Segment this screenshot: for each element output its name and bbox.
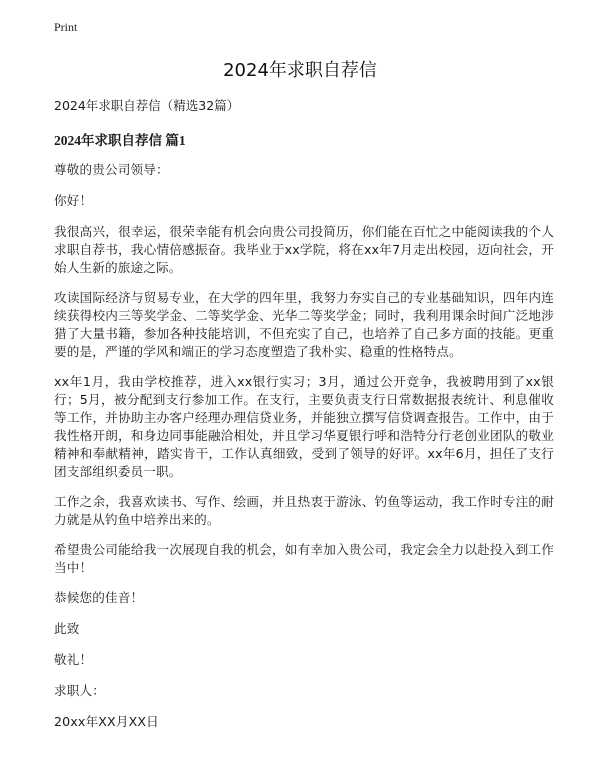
salutation: 尊敬的贵公司领导：: [54, 162, 169, 177]
print-link[interactable]: Print: [54, 20, 78, 34]
body-paragraph: 我很高兴，很幸运，很荣幸能有机会向贵公司投简历，你们能在百忙之中能阅读我的个人求职自荐书，我心情倍感振奋。我毕业于xx学院，将在xx年7月走出校园，迈向社会，开始人生新的旅途之际。: [54, 224, 554, 275]
body-paragraph: 希望贵公司能给我一次展现自我的机会，如有幸加入贵公司，我定会全力以赴投入到工作当中！: [54, 542, 554, 575]
body-paragraph: 工作之余，我喜欢读书、写作、绘画，并且热衷于游泳、钓鱼等运动，我工作时专注的耐力就是从钓鱼中培养出来的。: [54, 494, 554, 527]
date-line: 20xx年XX月XX日: [54, 714, 159, 729]
closing-line: 敬礼！: [54, 652, 93, 667]
section-heading: 2024年求职自荐信 篇1: [54, 133, 186, 148]
signature-line: 求职人：: [54, 683, 105, 698]
document-title: 2024年求职自荐信: [223, 60, 377, 81]
document-subtitle: 2024年求职自荐信（精选32篇）: [54, 98, 240, 113]
closing-line: 此致: [54, 621, 80, 636]
closing-line: 恭候您的佳音！: [54, 590, 144, 605]
body-paragraph: 攻读国际经济与贸易专业，在大学的四年里，我努力夯实自己的专业基础知识，四年内连续获得校内三等奖学金、二等奖学金、光华二等奖学金；同时，我利用课余时间广泛地涉猎了大量书籍，参加各种技能培训，不但充实了自己，也培养了自己多方面的技能。更重要的是，严谨的学风和端正的学习态度塑造了我朴实、稳重的性格特点。: [54, 290, 554, 359]
body-paragraph: xx年1月，我由学校推荐，进入xx银行实习；3月，通过公开竞争，我被聘用到了xx银行；5月，被分配到支行参加工作。在支行，主要负责支行日常数据报表统计、利息催收等工作，并协助主办客户经理办理信贷业务，并能独立撰写信贷调查报告。工作中，由于我性格开朗，和身边同事能融洽相处，并且学习华夏银行呼和浩特分行老创业团队的敬业精神和奉献精神，踏实肯干，工作认真细致，受到了领导的好评。xx年6月，担任了支行团支部组织委员一职。: [54, 374, 554, 479]
document-body: [54, 96, 554, 744]
greeting: 你好！: [54, 193, 93, 208]
